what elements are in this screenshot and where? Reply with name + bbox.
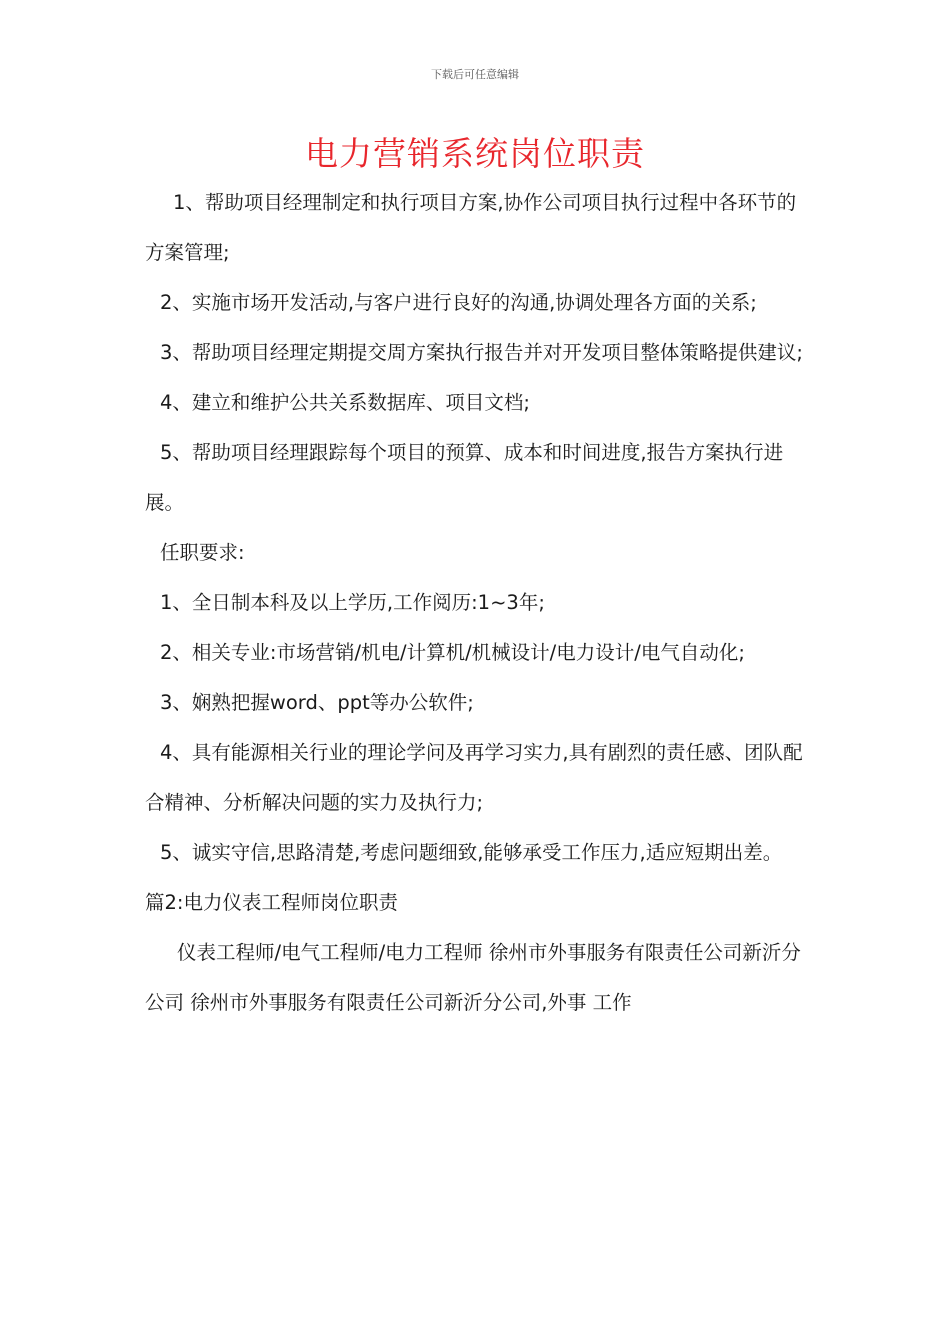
paragraph-req-2: 2、相关专业:市场营销/机电/计算机/机械设计/电力设计/电气自动化; xyxy=(160,641,745,664)
paragraph-duty-3: 3、帮助项目经理定期提交周方案执行报告并对开发项目整体策略提供建议; xyxy=(160,341,803,364)
section-heading-2: 篇2:电力仪表工程师岗位职责 xyxy=(145,891,398,914)
document-body xyxy=(145,178,810,1028)
paragraph-duty-2: 2、实施市场开发活动,与客户进行良好的沟通,协调处理各方面的关系; xyxy=(160,291,757,314)
paragraph-duty-1: 1、帮助项目经理制定和执行项目方案,协作公司项目执行过程中各环节的方案管理; xyxy=(145,191,797,264)
paragraph-req-4: 4、具有能源相关行业的理论学问及再学习实力,具有剧烈的责任感、团队配合精神、分析解决问题的实力及执行力; xyxy=(145,741,803,814)
requirements-heading: 任职要求: xyxy=(160,541,245,564)
paragraph-duty-5: 5、帮助项目经理跟踪每个项目的预算、成本和时间进度,报告方案执行进展。 xyxy=(145,441,784,514)
paragraph-req-1: 1、全日制本科及以上学历,工作阅历:1~3年; xyxy=(160,591,545,614)
paragraph-req-3: 3、娴熟把握word、ppt等办公软件; xyxy=(160,691,474,714)
document-title: 电力营销系统岗位职责 xyxy=(305,134,645,173)
paragraph-duty-4: 4、建立和维护公共关系数据库、项目文档; xyxy=(160,391,530,414)
page-header: 下载后可任意编辑 xyxy=(431,68,519,81)
paragraph-req-5: 5、诚实守信,思路清楚,考虑问题细致,能够承受工作压力,适应短期出差。 xyxy=(160,841,783,864)
paragraph-section-2-intro: 仪表工程师/电气工程师/电力工程师 徐州市外事服务有限责任公司新沂分公司 徐州市外事服务有限责任公司新沂分公司,外事 工作 xyxy=(145,941,801,1014)
